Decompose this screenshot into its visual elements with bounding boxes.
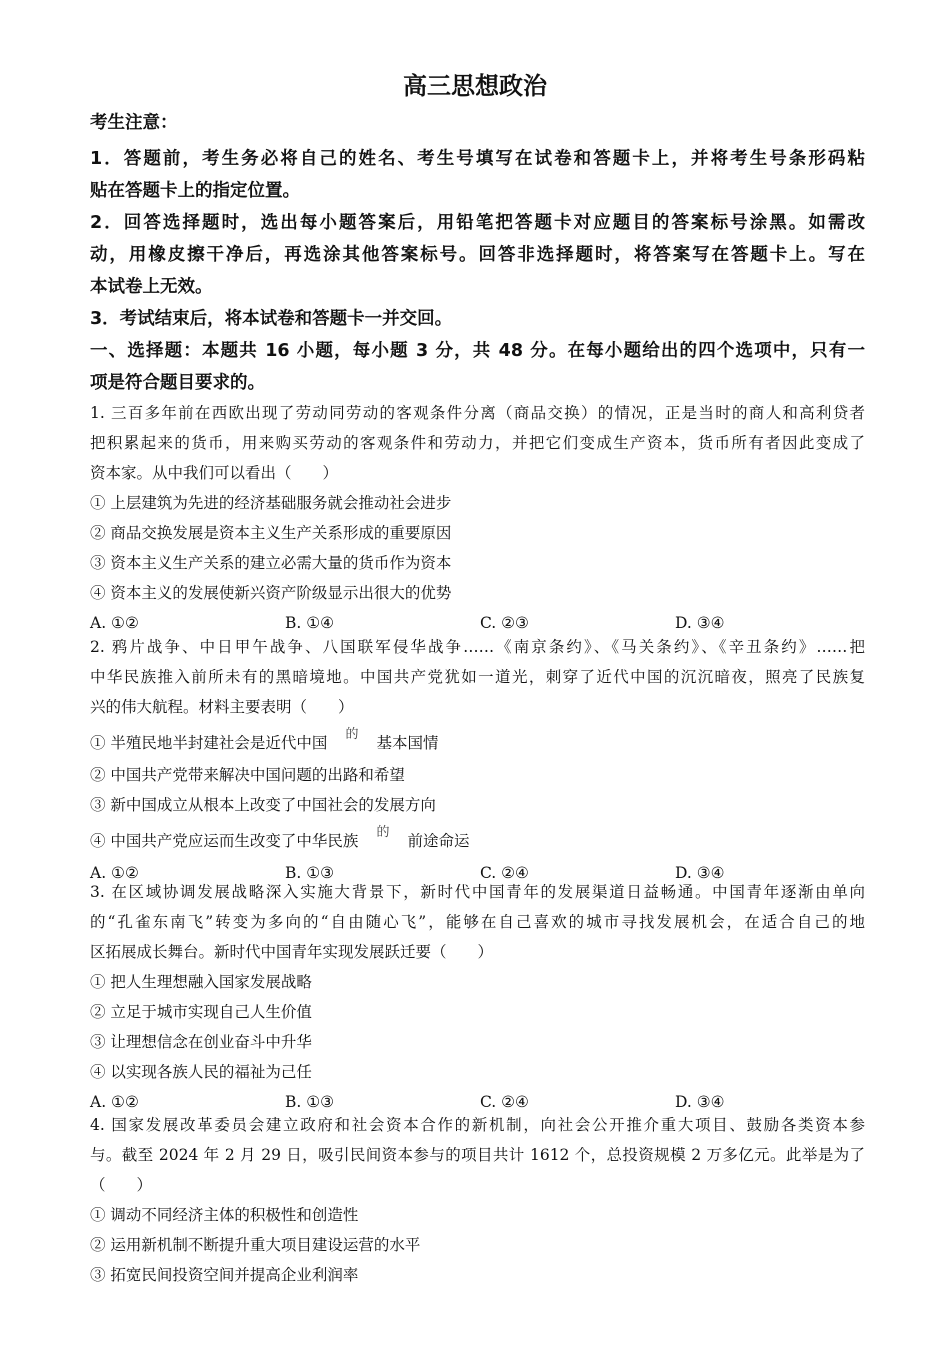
q1-choice-a: A. ①② [90,614,139,632]
q3-stem-line-1: 3. 在区域协调发展战略深入实施大背景下，新时代中国青年的发展渠道日益畅通。中国青年逐渐由单向 [90,883,865,901]
q4-stem-line-3: （ ） [90,1176,153,1194]
q3-choice-a: A. ①② [90,1093,139,1111]
q2-option-3: ③ 新中国成立从根本上改变了中国社会的发展方向 [90,796,436,814]
notice-item-3: 3．考试结束后，将本试卷和答题卡一并交回。 [90,309,453,329]
notice-item-2-line-1: 2．回答选择题时，选出每小题答案后，用铅笔把答题卡对应题目的答案标号涂黑。如需改 [90,213,865,233]
q2-option-1-text-b: 基本国情 [376,734,439,752]
q2-choice-a: A. ①② [90,864,139,882]
notice-item-1-line-2: 贴在答题卡上的指定位置。 [90,181,300,201]
q1-choice-d: D. ③④ [675,614,725,632]
notice-item-2-line-3: 本试卷上无效。 [90,277,213,297]
q2-option-1-text-a: ① 半殖民地半封建社会是近代中国 [90,734,328,752]
q4-stem-line-1: 4. 国家发展改革委员会建立政府和社会资本合作的新机制，向社会公开推介重大项目、鼓励各类资本参 [90,1116,865,1134]
q3-option-2: ② 立足于城市实现自己人生价值 [90,1003,312,1021]
q2-choice-d: D. ③④ [675,864,725,882]
q1-stem-line-1: 1. 三百多年前在西欧出现了劳动同劳动的客观条件分离（商品交换）的情况，正是当时的商人和高利贷者 [90,404,865,422]
q1-choice-c: C. ②③ [480,614,529,632]
q2-stem-line-1: 2. 鸦片战争、中日甲午战争、八国联军侵华战争……《南京条约》、《马关条约》、《辛丑条约》……把 [90,638,865,656]
q1-option-2: ② 商品交换发展是资本主义生产关系形成的重要原因 [90,524,452,542]
q4-stem-line-2: 与。截至 2024 年 2 月 29 日，吸引民间资本参与的项目共计 1612 个，总投资规模 2 万多亿元。此举是为了 [90,1146,865,1164]
question-3 [90,877,865,1117]
notice-heading: 考生注意： [90,113,178,133]
q2-choice-c: C. ②④ [480,864,529,882]
section-1-line-2: 项是符合题目要求的。 [90,373,265,393]
q1-stem-line-2: 把积累起来的货币，用来购买劳动的客观条件和劳动力，并把它们变成生产资本，货币所有者因此变成了 [90,434,865,452]
question-2 [90,632,865,888]
q2-option-4-de: 的 [376,825,390,840]
q2-stem-line-2: 中华民族推入前所未有的黑暗境地。中国共产党犹如一道光，刺穿了近代中国的沉沉暗夜，照亮了民族复 [90,668,865,686]
notice-item-1-line-1: 1．答题前，考生务必将自己的姓名、考生号填写在试卷和答题卡上，并将考生号条形码粘 [90,149,865,169]
q1-stem-line-3: 资本家。从中我们可以看出（ ） [90,464,339,482]
section-1-line-1: 一、选择题：本题共 16 小题，每小题 3 分，共 48 分。在每小题给出的四个选项中，只有一 [90,341,865,361]
q1-option-1: ① 上层建筑为先进的经济基础服务就会推动社会进步 [90,494,452,512]
q2-option-4-text-a: ④ 中国共产党应运而生改变了中华民族 [90,832,359,850]
q4-option-1: ① 调动不同经济主体的积极性和创造性 [90,1206,359,1224]
q3-option-4: ④ 以实现各族人民的福祉为己任 [90,1063,312,1081]
q1-option-3: ③ 资本主义生产关系的建立必需大量的货币作为资本 [90,554,452,572]
question-1 [90,398,865,638]
q3-stem-line-2: 的“孔雀东南飞”转变为多向的“自由随心飞”，能够在自己喜欢的城市寻找发展机会，在适合自己的地 [90,913,865,931]
q3-choice-b: B. ①③ [285,1093,335,1111]
q2-option-4 [90,826,865,858]
q2-option-1-de: 的 [345,727,359,742]
q2-stem-line-3: 兴的伟大航程。材料主要表明（ ） [90,698,354,716]
q3-stem-line-3: 区拓展成长舞台。新时代中国青年实现发展跃迁要（ ） [90,943,494,961]
q3-option-3: ③ 让理想信念在创业奋斗中升华 [90,1033,312,1051]
q4-option-2: ② 运用新机制不断提升重大项目建设运营的水平 [90,1236,421,1254]
q3-option-1: ① 把人生理想融入国家发展战略 [90,973,312,991]
page-title: 高三思想政治 [403,72,547,100]
q3-choice-d: D. ③④ [675,1093,725,1111]
notice-item-2-line-2: 动，用橡皮擦干净后，再选涂其他答案标号。回答非选择题时，将答案写在答题卡上。写在 [90,245,865,265]
q3-choice-c: C. ②④ [480,1093,529,1111]
q1-option-4: ④ 资本主义的发展使新兴资产阶级显示出很大的优势 [90,584,452,602]
q2-option-4-text-b: 前途命运 [407,832,470,850]
q2-option-2: ② 中国共产党带来解决中国问题的出路和希望 [90,766,405,784]
question-4 [90,1110,865,1290]
q4-option-3: ③ 拓宽民间投资空间并提高企业利润率 [90,1266,359,1284]
q2-choice-b: B. ①③ [285,864,335,882]
q1-choice-b: B. ①④ [285,614,335,632]
exam-notice [90,108,865,398]
q2-option-1 [90,728,865,760]
